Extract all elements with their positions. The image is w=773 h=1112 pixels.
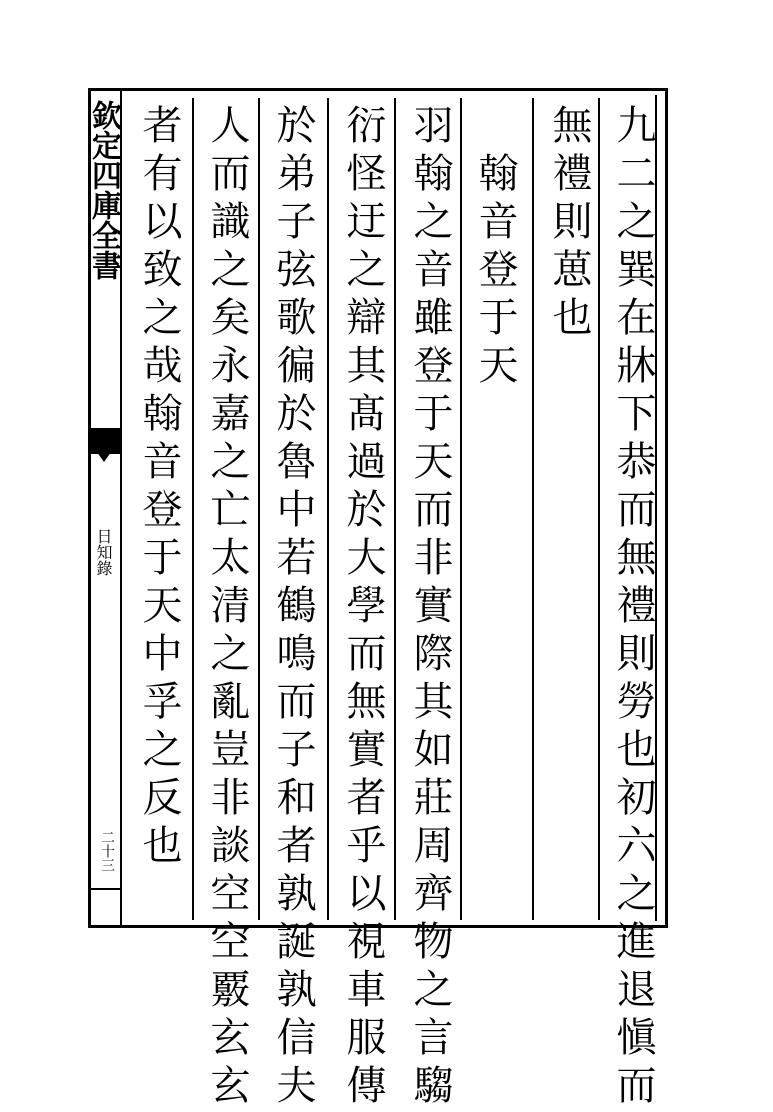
text-column-8: 者有以致之哉翰音登于天中孚之反也 — [136, 104, 182, 872]
text-column-6: 於弟子弦歌徧於魯中若鶴鳴而子和者孰誕孰信夫 — [270, 104, 316, 1112]
column-rule — [394, 98, 396, 920]
text-column-3-heading: 翰音登于天 — [472, 152, 518, 392]
fish-tail-mark — [88, 428, 120, 454]
column-rule — [258, 98, 260, 920]
bottom-rule — [88, 888, 120, 890]
text-column-4: 羽翰之音雖登于天而非實際其如莊周齊物之言騶 — [407, 104, 453, 1112]
text-column-5: 衍怪迂之辯其髙過於大學而無實者乎以視車服傳 — [340, 104, 386, 1112]
text-column-2: 無禮則葸也 — [546, 104, 592, 344]
text-column-1: 九二之巽在牀下恭而無禮則勞也初六之進退愼而 — [610, 104, 656, 1112]
column-rule — [327, 98, 329, 920]
page-number: 二十三 — [99, 830, 115, 872]
collection-title: 欽定四庫全書 — [86, 100, 121, 280]
book-title: 日知錄 — [94, 528, 113, 576]
text-column-7: 人而識之矣永嘉之亡太清之亂豈非談空空覈玄玄 — [204, 104, 250, 1112]
column-rule — [460, 98, 462, 920]
column-rule — [532, 98, 534, 920]
column-rule — [598, 98, 600, 920]
block-center-column — [88, 88, 122, 928]
column-rule — [192, 98, 194, 920]
